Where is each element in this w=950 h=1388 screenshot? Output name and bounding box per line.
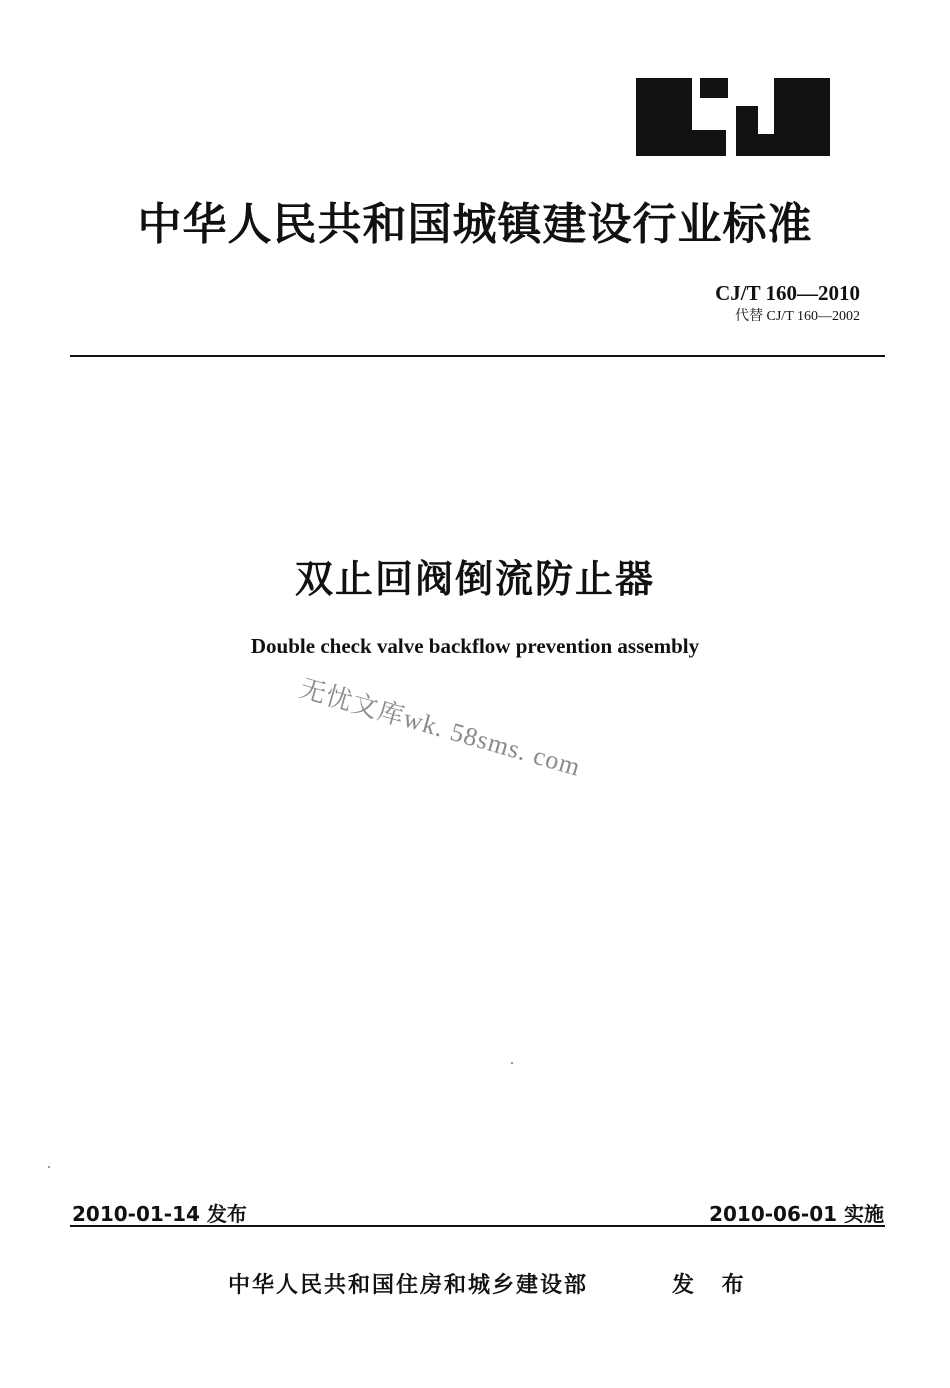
top-divider <box>70 355 885 357</box>
implementation-date: 2010-06-01 实施 <box>709 1202 884 1226</box>
publish-label: 发 布 <box>672 1273 754 1298</box>
issue-date: 2010-01-14 发布 <box>72 1202 247 1226</box>
scan-speck <box>511 1062 513 1064</box>
scan-speck <box>48 1166 50 1168</box>
document-title-chinese: 双止回阀倒流防止器 <box>294 557 655 601</box>
standard-code: CJ/T 160—2010 <box>715 281 860 305</box>
cj-logo <box>636 78 832 158</box>
publisher: 中华人民共和国住房和城乡建设部 <box>228 1273 589 1298</box>
watermark: 无忧文库wk. 58sms. com <box>296 673 585 782</box>
document-title-english: Double check valve backflow prevention assembly <box>250 634 700 658</box>
standard-category-title: 中华人民共和国城镇建设行业标准 <box>137 199 813 250</box>
bottom-divider <box>70 1225 885 1227</box>
replaces-note: 代替 CJ/T 160—2002 <box>735 309 860 324</box>
